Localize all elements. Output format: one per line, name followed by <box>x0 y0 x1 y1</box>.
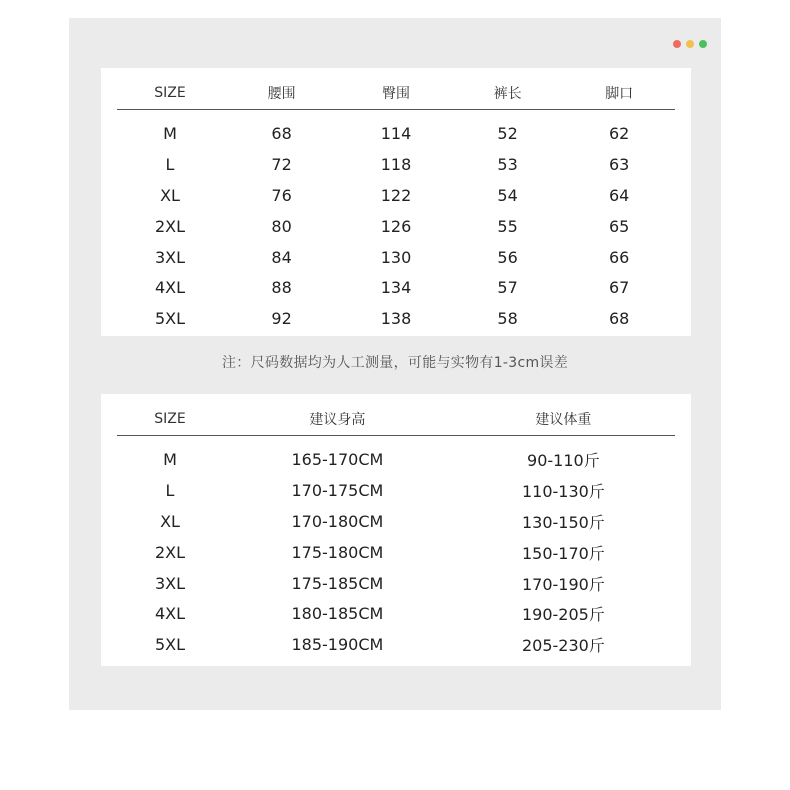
cell-size: 5XL <box>154 635 186 655</box>
cell-waist: 72 <box>271 154 292 174</box>
cell-waist: 76 <box>271 185 292 205</box>
cell-size: 2XL <box>154 542 186 562</box>
cell-leg-opening: 62 <box>609 123 630 143</box>
cell-weight: 205-230斤 <box>521 636 605 656</box>
table-row <box>117 149 675 180</box>
cell-waist: 68 <box>271 123 292 143</box>
cell-height: 170-175CM <box>291 480 384 500</box>
recommendation-table <box>117 402 675 660</box>
cell-size: 2XL <box>154 216 186 236</box>
cell-size: L <box>165 154 175 174</box>
cell-height: 175-185CM <box>291 573 384 593</box>
recommendation-card <box>101 394 691 666</box>
cell-length: 58 <box>497 309 518 329</box>
cell-leg-opening: 65 <box>609 216 630 236</box>
table-row <box>117 303 675 334</box>
table-row <box>117 211 675 242</box>
cell-size: 3XL <box>154 247 186 267</box>
table-row <box>117 568 675 599</box>
measurement-note: 注：尺码数据均为人工测量，可能与实物有1-3cm误差 <box>222 355 568 371</box>
cell-size: 3XL <box>154 573 186 593</box>
recommendation-header-row <box>117 402 675 436</box>
header-height: 建议身高 <box>223 402 452 436</box>
table-row <box>117 272 675 303</box>
cell-height: 170-180CM <box>291 511 384 531</box>
cell-length: 55 <box>497 216 518 236</box>
cell-length: 52 <box>497 123 518 143</box>
green-dot-icon <box>699 40 707 48</box>
cell-size: M <box>163 123 177 143</box>
table-row <box>117 629 675 660</box>
table-row <box>117 242 675 273</box>
cell-weight: 190-205斤 <box>521 605 605 625</box>
cell-waist: 92 <box>271 309 292 329</box>
cell-weight: 170-190斤 <box>521 574 605 594</box>
cell-size: L <box>165 480 175 500</box>
cell-size: 5XL <box>154 309 186 329</box>
cell-leg-opening: 67 <box>609 278 630 298</box>
table-row <box>117 110 675 149</box>
size-chart-panel <box>69 18 721 710</box>
cell-waist: 84 <box>271 247 292 267</box>
table-row <box>117 537 675 568</box>
cell-size: 4XL <box>154 278 186 298</box>
header-leg-opening: 脚口 <box>563 76 675 110</box>
cell-leg-opening: 63 <box>609 154 630 174</box>
cell-size: M <box>163 449 177 469</box>
cell-hip: 126 <box>380 216 412 236</box>
cell-hip: 118 <box>380 154 412 174</box>
cell-height: 165-170CM <box>291 449 384 469</box>
measurement-card <box>101 68 691 336</box>
cell-length: 57 <box>497 278 518 298</box>
cell-length: 54 <box>497 185 518 205</box>
measurement-table <box>117 76 675 334</box>
cell-waist: 88 <box>271 278 292 298</box>
red-dot-icon <box>673 40 681 48</box>
cell-hip: 114 <box>380 123 412 143</box>
table-row <box>117 436 675 475</box>
cell-hip: 134 <box>380 278 412 298</box>
header-waist: 腰围 <box>223 76 340 110</box>
header-size: SIZE <box>117 76 223 110</box>
cell-weight: 110-130斤 <box>521 481 605 501</box>
header-weight: 建议体重 <box>452 402 675 436</box>
table-row <box>117 598 675 629</box>
cell-height: 180-185CM <box>291 604 384 624</box>
cell-height: 185-190CM <box>291 635 384 655</box>
cell-height: 175-180CM <box>291 542 384 562</box>
window-dots <box>673 40 707 48</box>
header-length: 裤长 <box>452 76 564 110</box>
cell-size: XL <box>160 511 180 531</box>
header-size: SIZE <box>117 402 223 436</box>
cell-weight: 130-150斤 <box>521 512 605 532</box>
cell-hip: 130 <box>380 247 412 267</box>
cell-leg-opening: 66 <box>609 247 630 267</box>
measurement-header-row <box>117 76 675 110</box>
cell-weight: 150-170斤 <box>521 543 605 563</box>
yellow-dot-icon <box>686 40 694 48</box>
cell-hip: 122 <box>380 185 412 205</box>
cell-waist: 80 <box>271 216 292 236</box>
cell-length: 56 <box>497 247 518 267</box>
cell-size: XL <box>160 185 180 205</box>
cell-weight: 90-110斤 <box>527 450 600 470</box>
header-hip: 臀围 <box>340 76 452 110</box>
table-row <box>117 180 675 211</box>
cell-leg-opening: 64 <box>609 185 630 205</box>
table-row <box>117 506 675 537</box>
cell-size: 4XL <box>154 604 186 624</box>
cell-length: 53 <box>497 154 518 174</box>
cell-hip: 138 <box>380 309 412 329</box>
cell-leg-opening: 68 <box>609 309 630 329</box>
table-row <box>117 475 675 506</box>
